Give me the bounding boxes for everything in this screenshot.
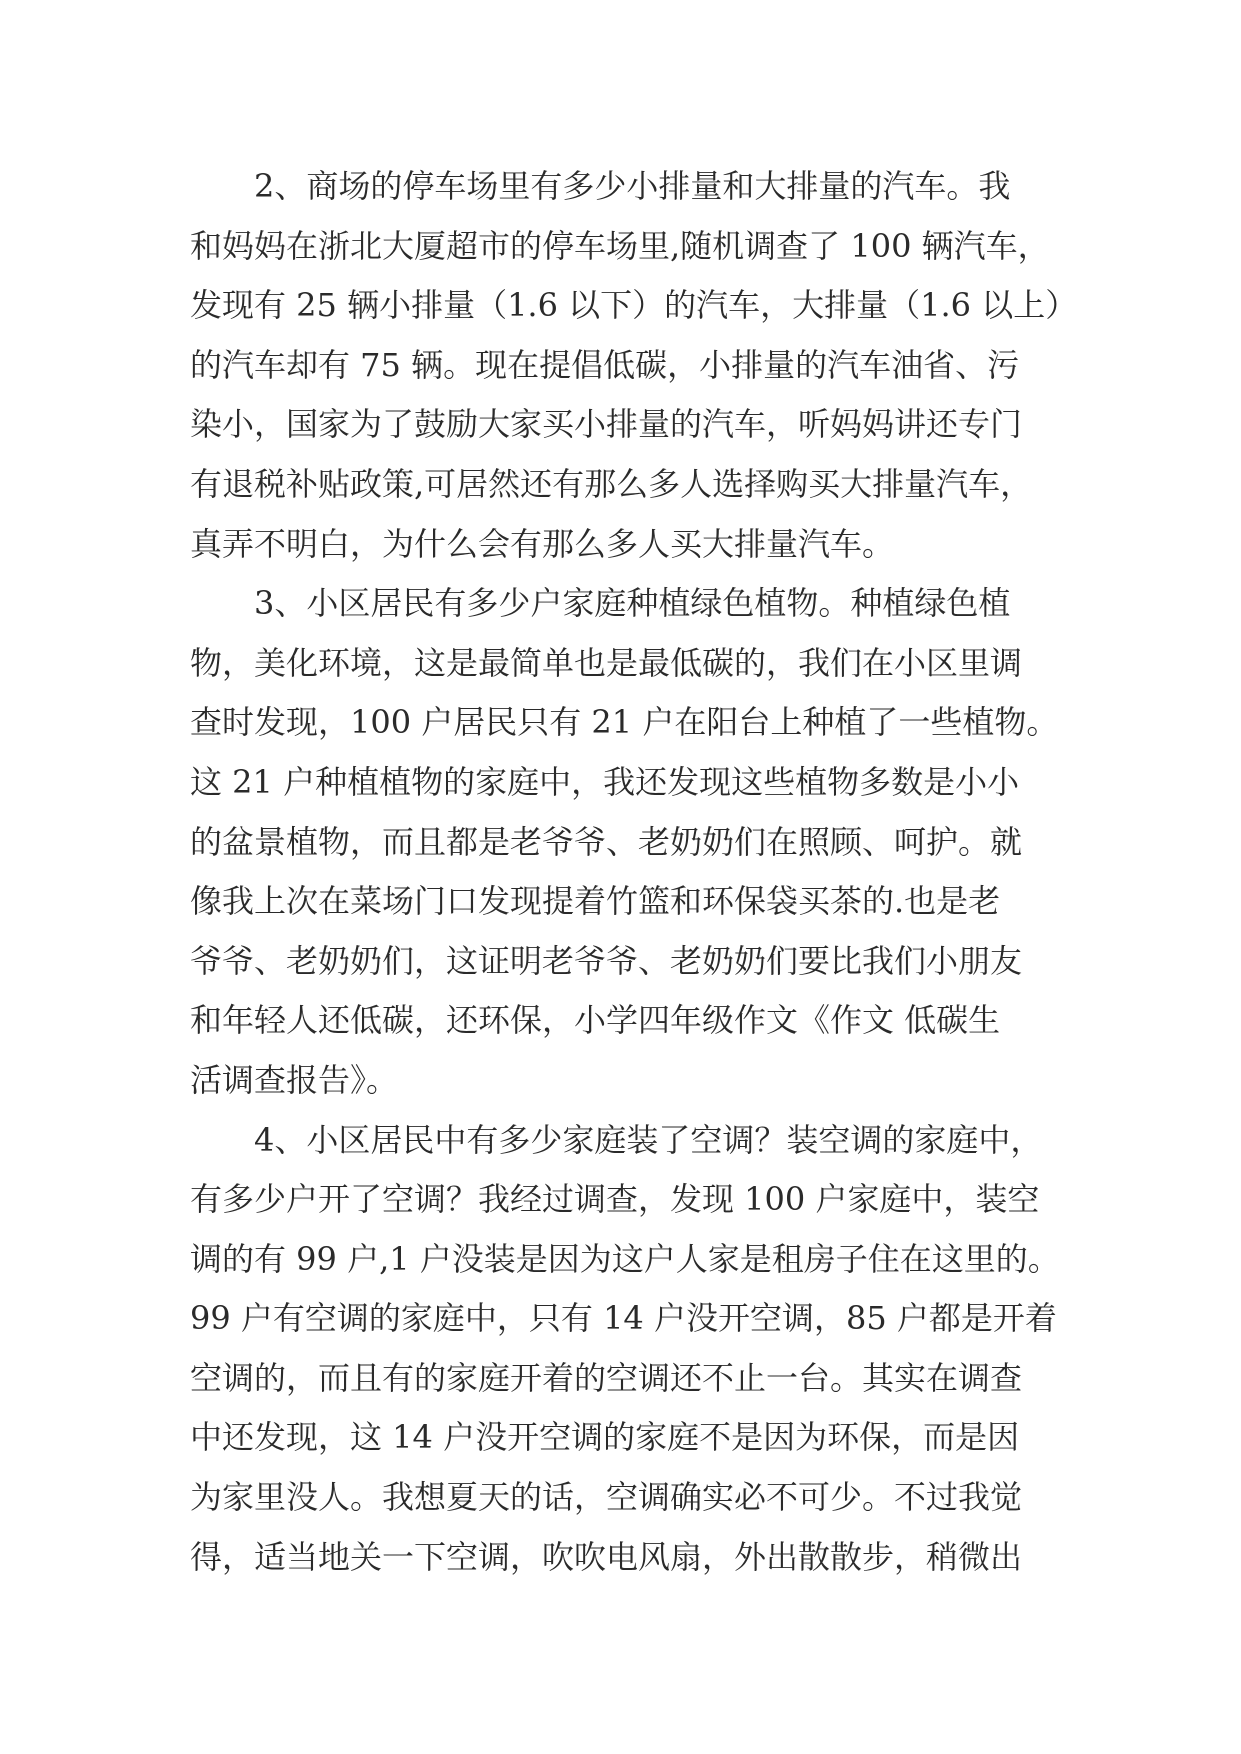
paragraph-line: 活调查报告》。 — [190, 1060, 399, 1099]
paragraph-line: 4、小区居民中有多少家庭装了空调？装空调的家庭中， — [254, 1120, 1043, 1159]
paragraph-line: 查时发现，100 户居民只有 21 户在阳台上种植了一些植物。 — [190, 703, 1059, 742]
paragraph-line: 爷爷、老奶奶们，这证明老爷爷、老奶奶们要比我们小朋友 — [190, 941, 1023, 980]
paragraph-line: 的汽车却有 75 辆。现在提倡低碳，小排量的汽车油省、污 — [190, 345, 1020, 384]
paragraph-line: 为家里没人。我想夏天的话，空调确实必不可少。不过我觉 — [190, 1478, 1023, 1517]
paragraph-line: 真弄不明白，为什么会有那么多人买大排量汽车。 — [190, 524, 895, 563]
paragraph-line: 发现有 25 辆小排量（1.6 以下）的汽车，大排量（1.6 以上） — [190, 286, 1078, 325]
paragraph-line: 和妈妈在浙北大厦超市的停车场里,随机调查了 100 辆汽车， — [190, 226, 1050, 265]
paragraph-line: 像我上次在菜场门口发现提着竹篮和环保袋买茶的.也是老 — [190, 882, 1001, 921]
paragraph-line: 中还发现，这 14 户没开空调的家庭不是因为环保，而是因 — [190, 1418, 1020, 1457]
paragraph-line: 2、商场的停车场里有多少小排量和大排量的汽车。我 — [254, 167, 1011, 205]
paragraph-line: 染小，国家为了鼓励大家买小排量的汽车，听妈妈讲还专门 — [190, 405, 1023, 444]
paragraph-plants-survey — [190, 574, 1070, 1110]
paragraph-line: 这 21 户种植植物的家庭中，我还发现这些植物多数是小小 — [190, 762, 1020, 801]
paragraph-line: 的盆景植物，而且都是老爷爷、老奶奶们在照顾、呵护。就 — [190, 822, 1023, 861]
paragraph-line: 有多少户开了空调？我经过调查，发现 100 户家庭中，装空 — [190, 1180, 1040, 1219]
paragraph-line: 和年轻人还低碳，还环保，小学四年级作文《作文 低碳生 — [190, 1001, 1001, 1040]
paragraph-line: 调的有 99 户,1 户没装是因为这户人家是租房子住在这里的。 — [190, 1239, 1060, 1278]
paragraph-line: 得，适当地关一下空调，吹吹电风扇，外出散散步，稍微出 — [190, 1537, 1023, 1576]
paragraph-line: 物，美化环境，这是最简单也是最低碳的，我们在小区里调 — [190, 643, 1023, 682]
paragraph-line: 3、小区居民有多少户家庭种植绿色植物。种植绿色植 — [254, 584, 1011, 623]
paragraph-line: 空调的，而且有的家庭开着的空调还不止一台。其实在调查 — [190, 1358, 1023, 1397]
paragraph-aircon-survey — [190, 1111, 1070, 1588]
paragraph-line: 有退税补贴政策,可居然还有那么多人选择购买大排量汽车， — [190, 464, 1033, 503]
paragraph-line: 99 户有空调的家庭中，只有 14 户没开空调，85 户都是开着 — [190, 1299, 1057, 1338]
paragraph-parking-survey — [190, 157, 1078, 574]
document-body — [190, 157, 1078, 1587]
